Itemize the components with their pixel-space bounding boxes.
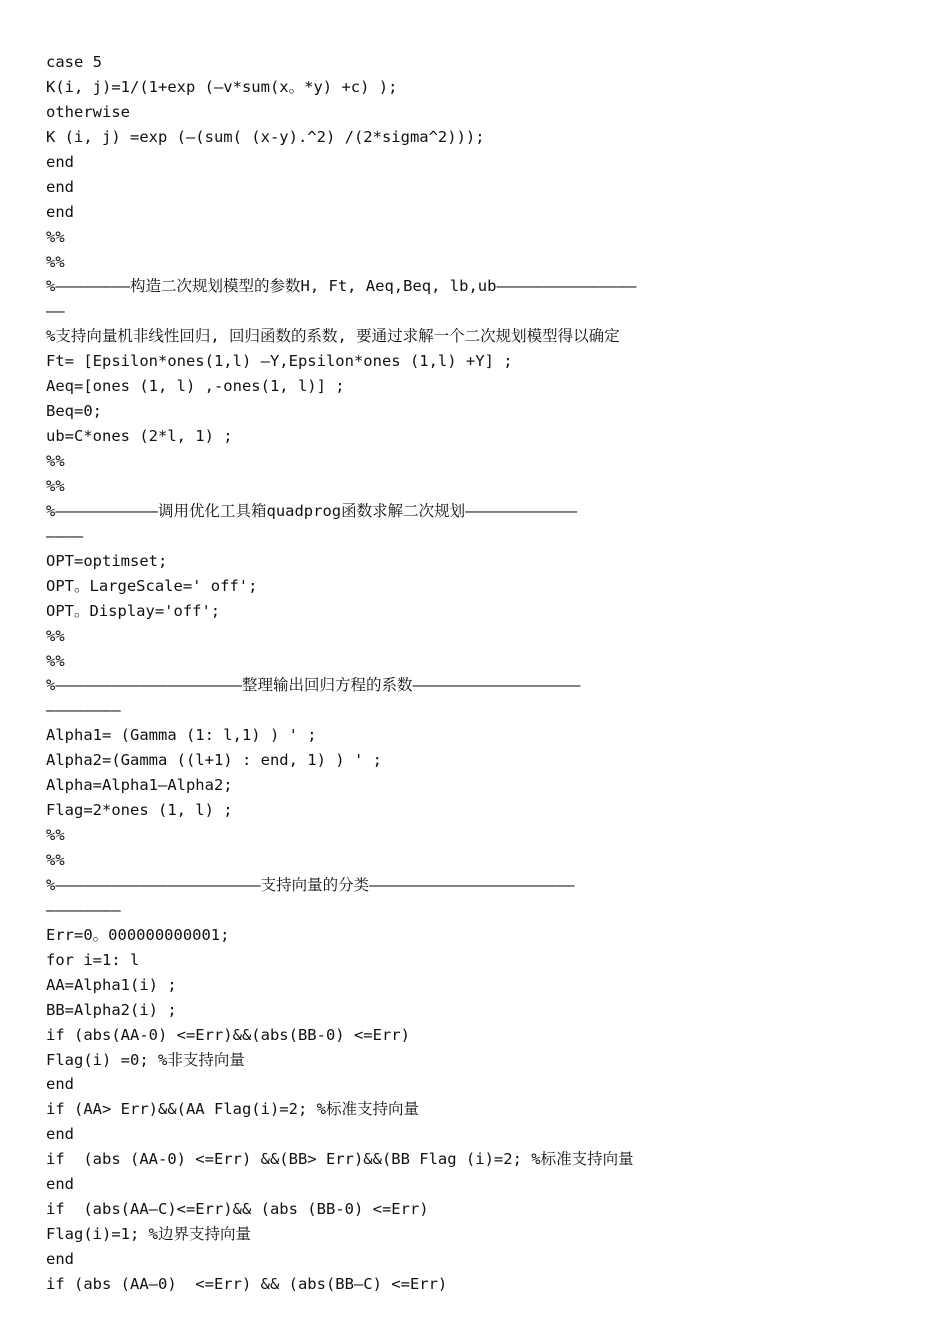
code-line: if (AA> Err)&&(AA Flag(i)=2; %标准支持向量 [46,1100,419,1119]
code-line: Alpha1= (Gamma (1: l,1) ) ' ; [46,726,317,745]
code-line: Beq=0; [46,402,102,421]
code-line: OPT。LargeScale=' off'; [46,576,258,595]
code-line: Alpha2=(Gamma ((l+1) : end, 1) ) ' ; [46,751,382,770]
code-line: end [46,1075,74,1094]
code-line: %% [46,227,65,246]
code-line: %% [46,651,65,670]
code-line: Alpha=Alpha1—Alpha2; [46,776,233,795]
code-line: Flag(i) =0; %非支持向量 [46,1050,245,1069]
code-line: %% [46,826,65,845]
code-line: K(i, j)=1/(1+exp (—v*sum(x。*y) +c) ); [46,77,398,96]
code-line: end [46,1250,74,1268]
code-line: case 5 [46,53,102,71]
code-document [46,50,908,1297]
code-line: %% [46,626,65,645]
code-line: %% [46,252,65,271]
code-line: OPT。Display='off'; [46,601,221,620]
code-line: if (abs (AA—0) <=Err) && (abs(BB—C) <=Err) [46,1274,448,1293]
code-line: %% [46,851,65,869]
code-line: end [46,202,74,221]
code-line: end [46,1125,74,1144]
code-line: K (i, j) =exp (—(sum( (x-y).^2) /(2*sigma^2))); [46,127,485,146]
code-line: if (abs(AA—C)<=Err)&& (abs (BB-0) <=Err) [46,1200,429,1219]
code-line: %———————————调用优化工具箱quadprog函数求解二次规划———————————— [46,501,578,520]
code-line: ub=C*ones (2*l, 1) ; [46,427,233,446]
code-line: BB=Alpha2(i) ; [46,1000,177,1019]
code-line: ———————— [46,701,121,720]
code-line: end [46,152,74,171]
code-line: Flag=2*ones (1, l) ; [46,801,233,820]
code-line: ———— [46,526,84,545]
code-line: if (abs(AA-0) <=Err)&&(abs(BB-0) <=Err) [46,1025,410,1044]
code-line: Aeq=[ones (1, l) ,-ones(1, l)] ; [46,377,345,396]
code-line: %% [46,452,65,470]
code-line: if (abs (AA-0) <=Err) &&(BB> Err)&&(BB Flag (i)=2; %标准支持向量 [46,1150,634,1169]
code-line: AA=Alpha1(i) ; [46,975,177,994]
code-line: end [46,177,74,196]
code-line: ———————— [46,900,121,919]
code-line: for i=1: l [46,950,140,969]
code-line: %————————构造二次规划模型的参数H, Ft, Aeq,Beq, lb,ub——————————————— [46,277,637,296]
code-line: Err=0。000000000001; [46,925,230,944]
code-line: —— [46,302,65,321]
code-line: Flag(i)=1; %边界支持向量 [46,1225,251,1244]
code-line: %————————————————————整理输出回归方程的系数—————————————————— [46,676,581,695]
code-line: end [46,1175,74,1194]
code-line: %% [46,476,65,495]
code-line: otherwise [46,102,130,121]
code-line: Ft= [Epsilon*ones(1,l) —Y,Epsilon*ones (1,l) +Y] ; [46,352,513,371]
code-line: OPT=optimset; [46,551,168,570]
code-line: %——————————————————————支持向量的分类—————————————————————— [46,875,575,894]
code-line: %支持向量机非线性回归, 回归函数的系数, 要通过求解一个二次规划模型得以确定 [46,327,620,346]
